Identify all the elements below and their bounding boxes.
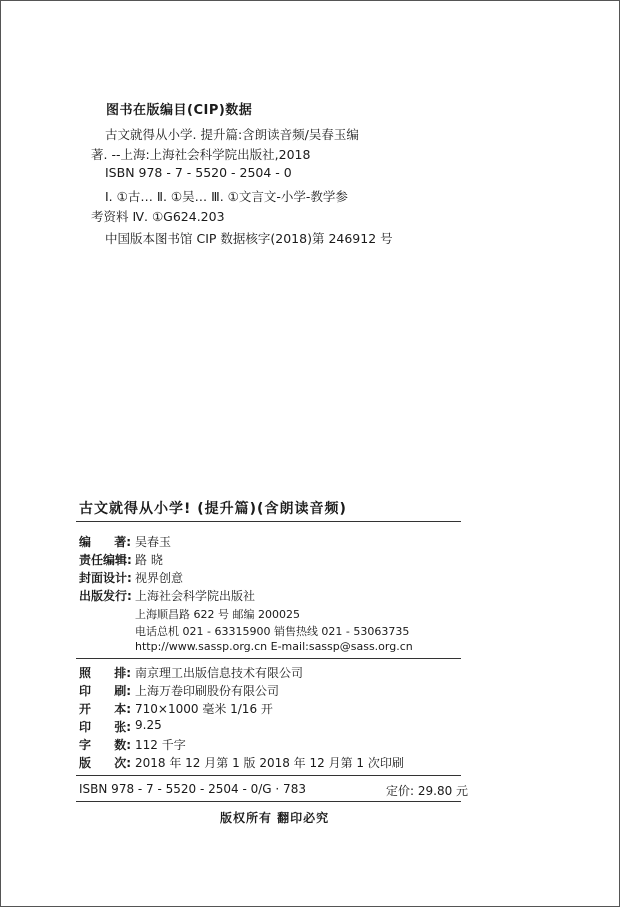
edition-label: 版 次:: [79, 756, 131, 770]
divider-bottom: [76, 775, 461, 776]
sheets-label: 印 张:: [79, 720, 131, 734]
cip-line-6: 中国版本图书馆 CIP 数据核字(2018)第 246912 号: [105, 231, 393, 246]
edition-row: [79, 754, 404, 771]
cip-line-3: ISBN 978 - 7 - 5520 - 2504 - 0: [105, 165, 292, 180]
words-value: 112 千字: [135, 738, 186, 752]
typeset-row: [79, 664, 303, 681]
edition-value: 2018 年 12 月第 1 版 2018 年 12 月第 1 次印刷: [135, 756, 404, 770]
editor-label: 责任编辑:: [79, 553, 132, 567]
publisher-label: 出版发行:: [79, 589, 132, 603]
footer-isbn: ISBN 978 - 7 - 5520 - 2504 - 0/G · 783: [79, 782, 306, 796]
publisher-address: 上海顺昌路 622 号 邮编 200025: [135, 608, 300, 621]
format-value: 710×1000 毫米 1/16 开: [135, 702, 273, 716]
divider-middle: [76, 658, 461, 659]
author-row: [79, 533, 171, 550]
publisher-value: 上海社会科学院出版社: [135, 589, 256, 603]
book-title: 古文就得从小学! (提升篇)(含朗读音频): [79, 501, 347, 517]
cover-value: 视界创意: [135, 571, 184, 585]
words-label: 字 数:: [79, 738, 131, 752]
price: 定价: 29.80 元: [386, 784, 469, 798]
cip-title: 图书在版编目(CIP)数据: [106, 103, 253, 118]
copyright-notice: 版权所有 翻印必究: [220, 811, 330, 825]
cip-line-4: Ⅰ. ①古… Ⅱ. ①吴… Ⅲ. ①文言文-小学-教学参: [105, 189, 348, 204]
editor-row: [79, 551, 163, 568]
cip-line-1: 古文就得从小学. 提升篇:含朗读音频/吴春玉编: [105, 127, 359, 142]
typeset-value: 南京理工出版信息技术有限公司: [135, 666, 304, 680]
cip-line-5: 考资料 Ⅳ. ①G624.203: [91, 209, 225, 224]
cover-label: 封面设计:: [79, 571, 132, 585]
format-row: [79, 700, 273, 717]
format-label: 开 本:: [79, 702, 131, 716]
cip-line-2: 著. --上海:上海社会科学院出版社,2018: [91, 147, 311, 162]
typeset-label: 照 排:: [79, 666, 131, 680]
publisher-phone: 电话总机 021 - 63315900 销售热线 021 - 53063735: [135, 625, 410, 638]
author-value: 吴春玉: [135, 535, 172, 549]
print-row: [79, 682, 279, 699]
cover-row: [79, 569, 183, 586]
publisher-web: http://www.sassp.org.cn E-mail:sassp@sass.org.cn: [135, 640, 413, 653]
divider-footer: [76, 801, 461, 802]
sheets-value: 9.25: [135, 718, 162, 732]
words-row: [79, 736, 186, 753]
author-label: 编 著:: [79, 535, 131, 549]
print-value: 上海万卷印刷股份有限公司: [135, 684, 280, 698]
print-label: 印 刷:: [79, 684, 131, 698]
publisher-row: [79, 587, 255, 604]
sheets-row: [79, 718, 162, 735]
divider-top: [76, 521, 461, 522]
editor-value: 路 晓: [135, 553, 163, 567]
